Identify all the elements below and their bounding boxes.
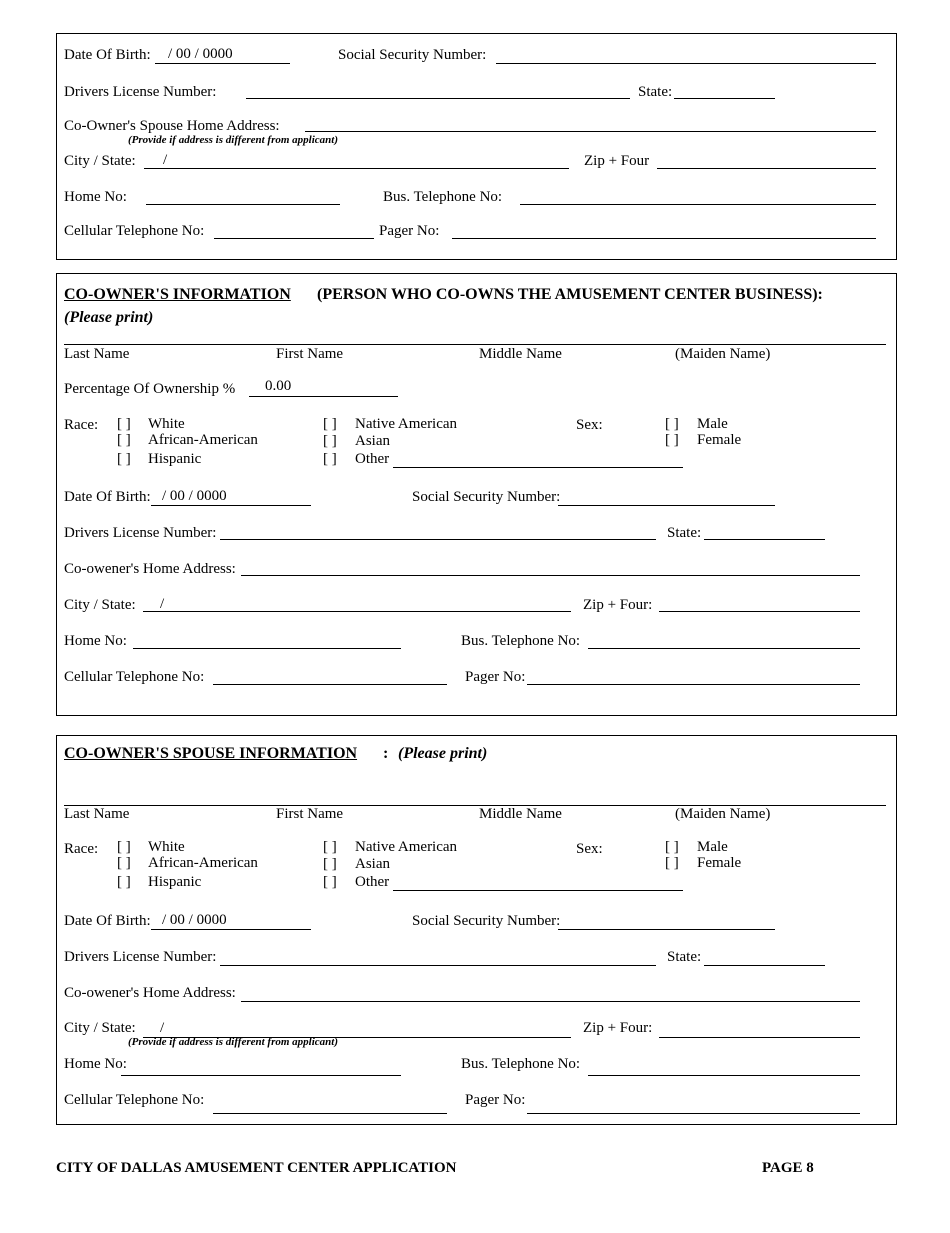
- race-label: Race:: [64, 841, 99, 857]
- ownership-label: Percentage Of Ownership %: [64, 381, 236, 397]
- checkbox-native-american[interactable]: [ ]: [323, 839, 337, 855]
- home-address-field[interactable]: [241, 575, 860, 576]
- race-label: Race:: [64, 417, 99, 433]
- checkbox-native-american[interactable]: [ ]: [323, 416, 337, 432]
- provide-note: (Provide if address is different from applicant): [128, 1036, 338, 1048]
- cell-phone-label: Cellular Telephone No:: [64, 1092, 205, 1108]
- checkbox-female[interactable]: [ ]: [665, 855, 679, 871]
- drivers-license-label: Drivers License Number:: [64, 525, 217, 541]
- city-state-slash: /: [160, 596, 165, 612]
- sex-male: Male: [697, 839, 728, 855]
- ssn-label: Social Security Number:: [412, 913, 561, 929]
- sex-label: Sex:: [576, 841, 603, 857]
- checkbox-asian[interactable]: [ ]: [323, 856, 337, 872]
- race-white: White: [148, 839, 185, 855]
- please-print-note: (Please print): [64, 309, 154, 326]
- zip-field[interactable]: [659, 1037, 860, 1038]
- pager-field[interactable]: [527, 1113, 860, 1114]
- checkbox-other[interactable]: [ ]: [323, 874, 337, 890]
- race-asian: Asian: [355, 433, 390, 449]
- zip-field[interactable]: [657, 168, 876, 169]
- checkbox-african-american[interactable]: [ ]: [117, 855, 131, 871]
- drivers-license-field[interactable]: [220, 539, 656, 540]
- dob-line: [155, 63, 290, 64]
- ssn-label: Social Security Number:: [412, 489, 561, 505]
- pager-label: Pager No:: [465, 669, 526, 685]
- spouse-heading: CO-OWNER'S SPOUSE INFORMATION: [64, 745, 358, 762]
- pager-label: Pager No:: [379, 223, 440, 239]
- cell-phone-field[interactable]: [213, 1113, 447, 1114]
- checkbox-african-american[interactable]: [ ]: [117, 432, 131, 448]
- state-label: State:: [667, 949, 702, 965]
- pager-field[interactable]: [452, 238, 876, 239]
- state-field[interactable]: [704, 965, 825, 966]
- checkbox-white[interactable]: [ ]: [117, 839, 131, 855]
- spouse-address-label: Co-Owner's Spouse Home Address:: [64, 118, 280, 134]
- last-name-label: Last Name: [64, 806, 130, 822]
- dob-label: Date Of Birth:: [64, 913, 151, 929]
- home-phone-label: Home No:: [64, 189, 127, 205]
- spouse-address-field[interactable]: [305, 131, 876, 132]
- race-native-american: Native American: [355, 839, 458, 855]
- zip-label: Zip + Four: [584, 153, 650, 169]
- city-state-label: City / State:: [64, 1020, 136, 1036]
- checkbox-white[interactable]: [ ]: [117, 416, 131, 432]
- state-label: State:: [638, 84, 673, 100]
- home-address-label: Co-owener's Home Address:: [64, 985, 236, 1001]
- ssn-field[interactable]: [496, 63, 876, 64]
- home-phone-field[interactable]: [121, 1075, 401, 1076]
- middle-name-label: Middle Name: [479, 806, 562, 822]
- dob-label: Date Of Birth:: [64, 489, 151, 505]
- cell-phone-label: Cellular Telephone No:: [64, 669, 205, 685]
- bus-phone-field[interactable]: [520, 204, 876, 205]
- cell-phone-label: Cellular Telephone No:: [64, 223, 205, 239]
- maiden-name-label: (Maiden Name): [675, 346, 771, 362]
- checkbox-male[interactable]: [ ]: [665, 839, 679, 855]
- pager-field[interactable]: [527, 684, 860, 685]
- city-state-field[interactable]: [144, 168, 569, 169]
- checkbox-male[interactable]: [ ]: [665, 416, 679, 432]
- city-state-label: City / State:: [64, 153, 136, 169]
- zip-label: Zip + Four:: [583, 1020, 653, 1036]
- home-phone-field[interactable]: [146, 204, 340, 205]
- home-address-label: Co-owener's Home Address:: [64, 561, 236, 577]
- co-owner-heading-rest: (PERSON WHO CO-OWNS THE AMUSEMENT CENTER BUSINESS):: [317, 286, 823, 303]
- dob-value[interactable]: / 00 / 0000: [168, 46, 233, 62]
- race-hispanic: Hispanic: [148, 874, 202, 890]
- first-name-label: First Name: [276, 346, 344, 362]
- state-field[interactable]: [704, 539, 825, 540]
- city-state-slash: /: [163, 152, 168, 168]
- bus-phone-label: Bus. Telephone No:: [461, 1056, 581, 1072]
- home-address-field[interactable]: [241, 1001, 860, 1002]
- zip-label: Zip + Four:: [583, 597, 653, 613]
- checkbox-female[interactable]: [ ]: [665, 432, 679, 448]
- provide-note: (Provide if address is different from applicant): [128, 134, 338, 146]
- race-other: Other: [355, 451, 390, 467]
- city-state-slash: /: [160, 1020, 165, 1036]
- spouse-heading-colon: :: [383, 745, 389, 762]
- dob-line: [151, 929, 311, 930]
- ssn-field[interactable]: [558, 929, 775, 930]
- maiden-name-label: (Maiden Name): [675, 806, 771, 822]
- checkbox-hispanic[interactable]: [ ]: [117, 451, 131, 467]
- checkbox-hispanic[interactable]: [ ]: [117, 874, 131, 890]
- drivers-license-label: Drivers License Number:: [64, 949, 217, 965]
- sex-female: Female: [697, 855, 742, 871]
- ownership-line: [249, 396, 398, 397]
- cell-phone-field[interactable]: [214, 238, 374, 239]
- pager-label: Pager No:: [465, 1092, 526, 1108]
- dob-value[interactable]: / 00 / 0000: [162, 912, 227, 928]
- checkbox-asian[interactable]: [ ]: [323, 433, 337, 449]
- state-field[interactable]: [674, 98, 775, 99]
- sex-male: Male: [697, 416, 728, 432]
- last-name-label: Last Name: [64, 346, 130, 362]
- bus-phone-field[interactable]: [588, 648, 860, 649]
- co-owner-heading: CO-OWNER'S INFORMATION: [64, 286, 291, 303]
- name-line[interactable]: [64, 344, 886, 345]
- footer-title: CITY OF DALLAS AMUSEMENT CENTER APPLICATION: [56, 1160, 457, 1176]
- dob-line: [151, 505, 311, 506]
- race-native-american: Native American: [355, 416, 458, 432]
- race-hispanic: Hispanic: [148, 451, 202, 467]
- middle-name-label: Middle Name: [479, 346, 562, 362]
- home-phone-field[interactable]: [133, 648, 401, 649]
- drivers-license-field[interactable]: [246, 98, 630, 99]
- race-other-field[interactable]: [393, 890, 683, 891]
- dob-value[interactable]: / 00 / 0000: [162, 488, 227, 504]
- race-white: White: [148, 416, 185, 432]
- first-name-label: First Name: [276, 806, 344, 822]
- bus-phone-label: Bus. Telephone No:: [461, 633, 581, 649]
- ssn-field[interactable]: [558, 505, 775, 506]
- page-number: PAGE 8: [762, 1160, 814, 1176]
- race-asian: Asian: [355, 856, 390, 872]
- drivers-license-field[interactable]: [220, 965, 656, 966]
- ownership-value[interactable]: 0.00: [265, 378, 292, 394]
- sex-label: Sex:: [576, 417, 603, 433]
- home-phone-label: Home No:: [64, 633, 127, 649]
- race-african-american: African-American: [148, 855, 258, 871]
- dob-label: Date Of Birth:: [64, 47, 151, 63]
- race-other-field[interactable]: [393, 467, 683, 468]
- cell-phone-field[interactable]: [213, 684, 447, 685]
- ssn-label: Social Security Number:: [338, 47, 487, 63]
- checkbox-other[interactable]: [ ]: [323, 451, 337, 467]
- bus-phone-label: Bus. Telephone No:: [383, 189, 503, 205]
- race-other: Other: [355, 874, 390, 890]
- please-print-note: (Please print): [398, 745, 488, 762]
- city-state-field[interactable]: [143, 611, 571, 612]
- state-label: State:: [667, 525, 702, 541]
- drivers-license-label: Drivers License Number:: [64, 84, 217, 100]
- home-phone-label: Home No:: [64, 1056, 127, 1072]
- city-state-label: City / State:: [64, 597, 136, 613]
- bus-phone-field[interactable]: [588, 1075, 860, 1076]
- zip-field[interactable]: [659, 611, 860, 612]
- sex-female: Female: [697, 432, 742, 448]
- race-african-american: African-American: [148, 432, 258, 448]
